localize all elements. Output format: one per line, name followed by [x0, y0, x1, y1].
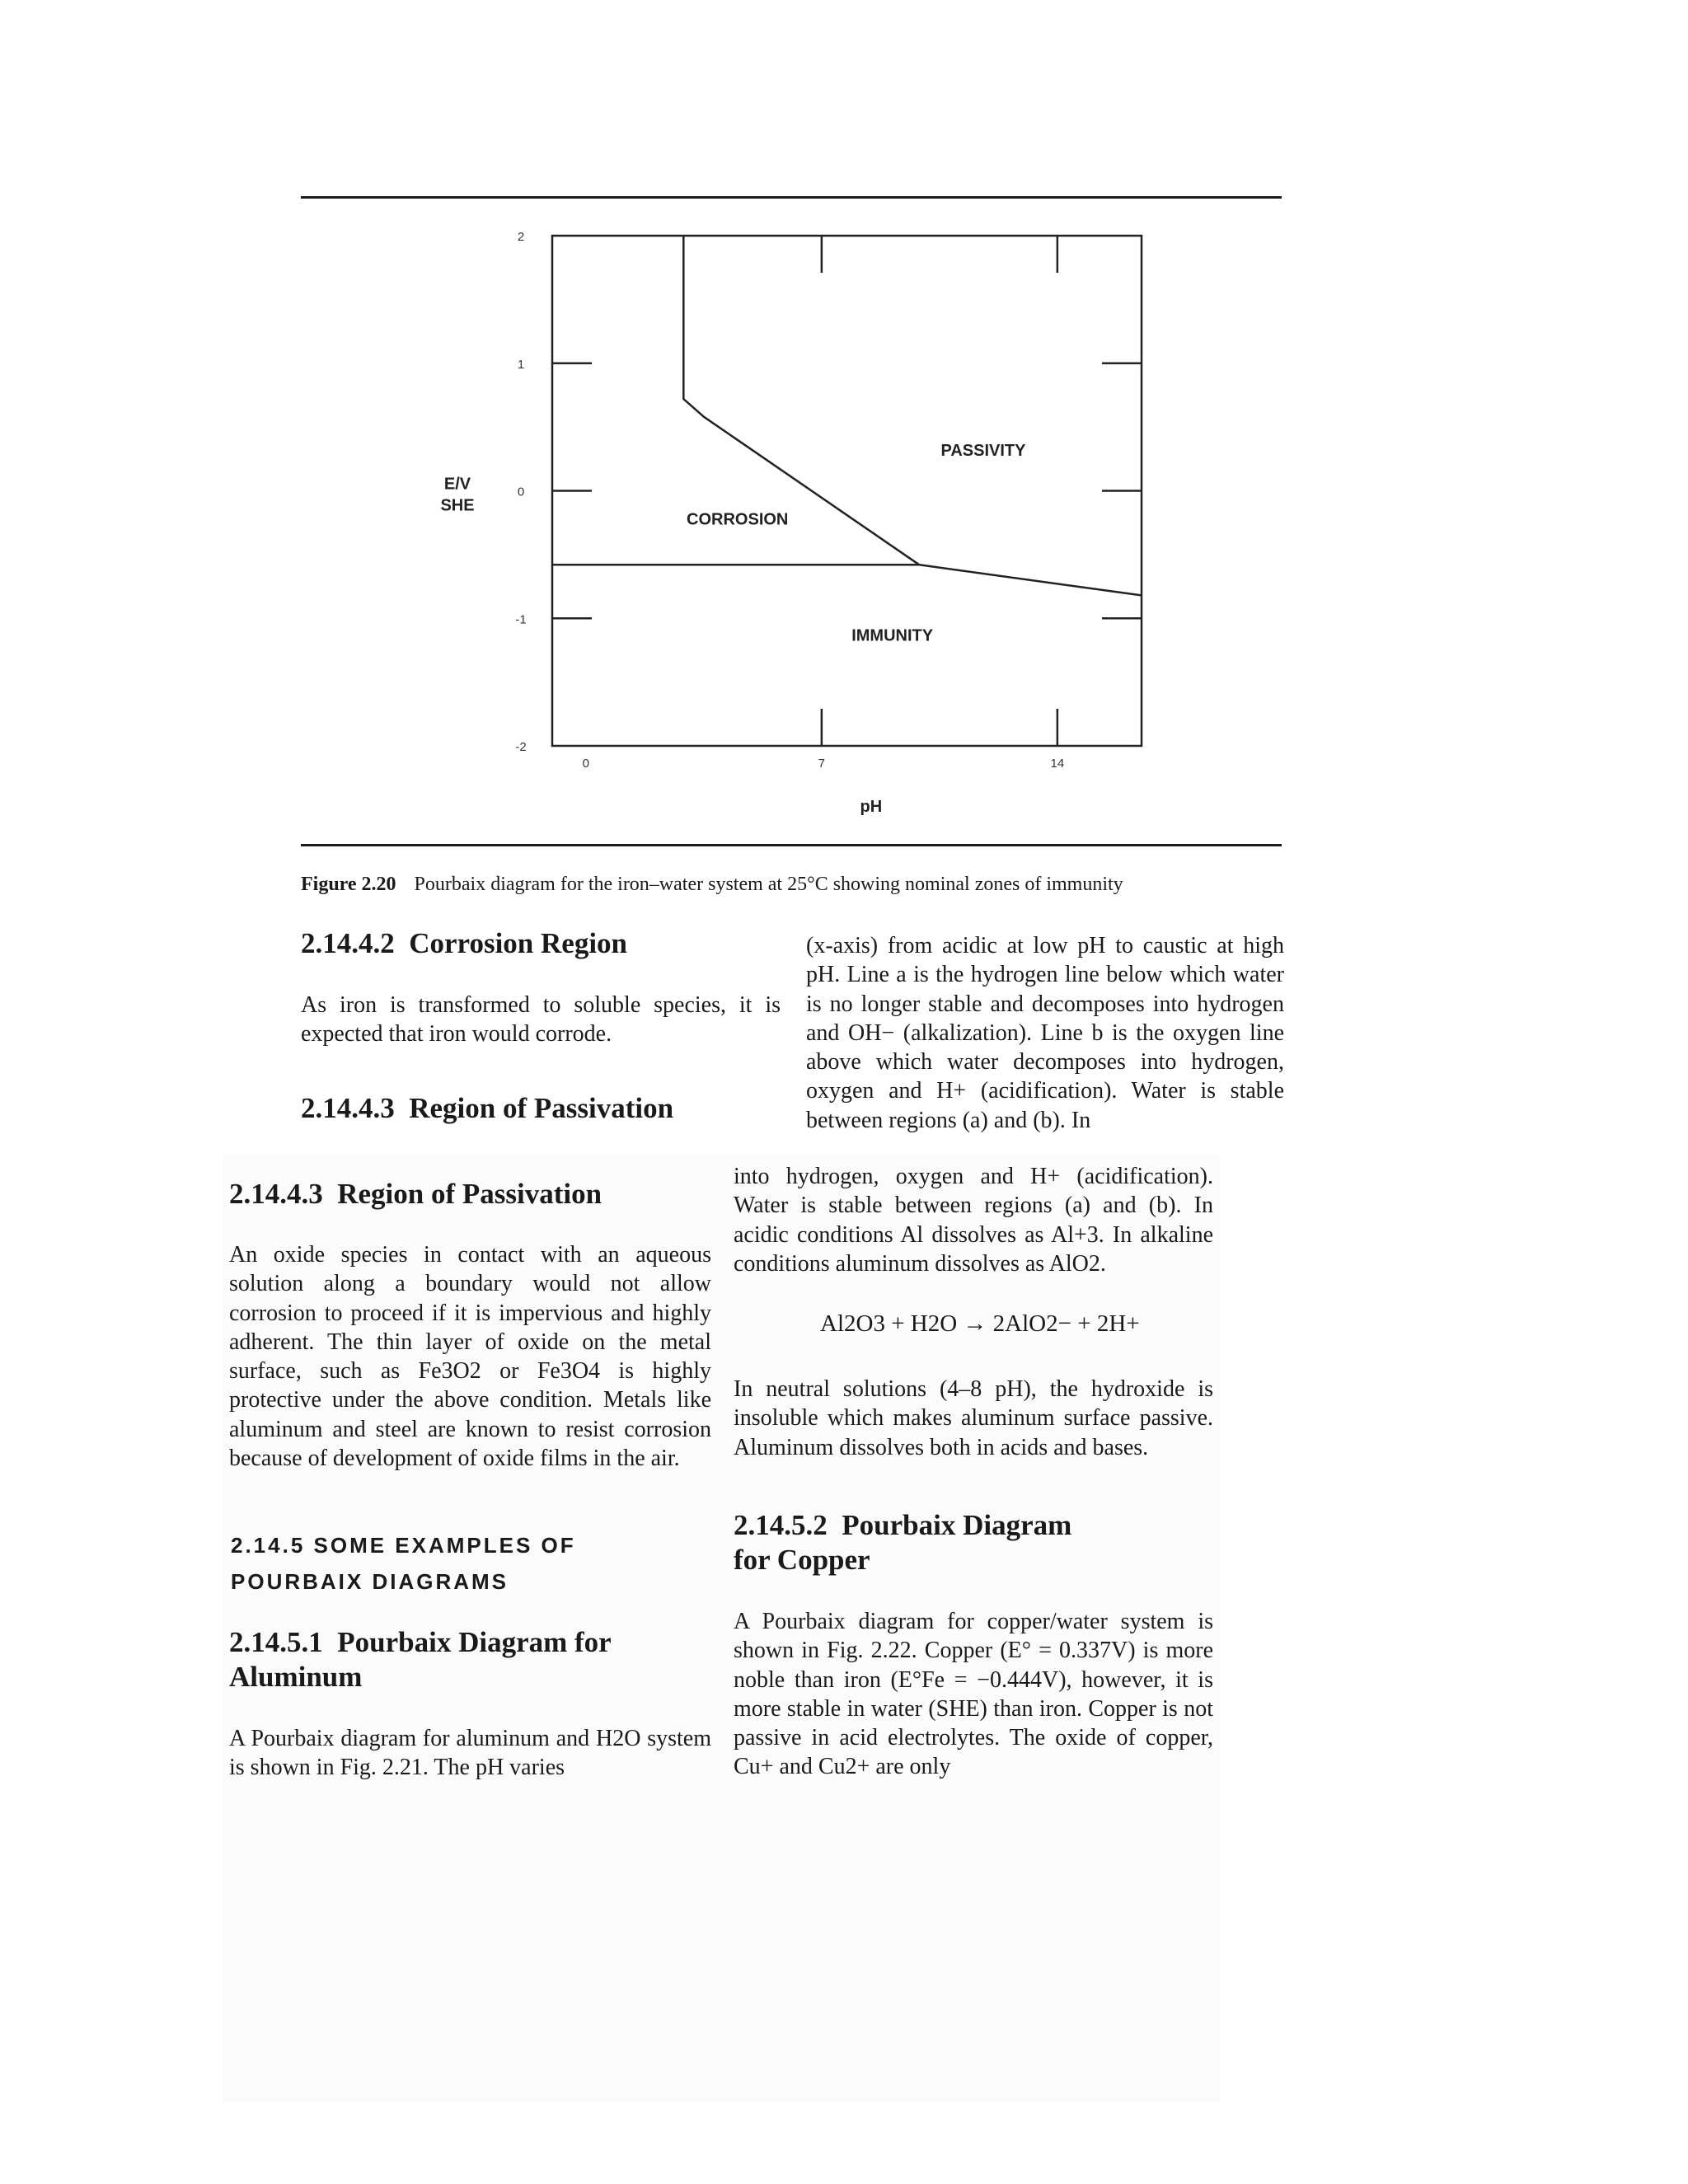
heading-region-of-passivation-top: 2.14.4.3 Region of Passivation: [301, 1092, 674, 1124]
figure-bottom-rule: [301, 844, 1282, 846]
heading-aluminum: [229, 1625, 612, 1694]
y-tick-label: 2: [517, 230, 525, 244]
x-tick-label: 7: [818, 757, 826, 771]
heading-some-examples: [231, 1527, 576, 1600]
figure-top-rule: [301, 196, 1282, 199]
boundary-line-3: [919, 565, 1142, 595]
examples-line-2: POURBAIX DIAGRAMS: [231, 1569, 509, 1594]
aluminum-heading-line-2: Aluminum: [229, 1661, 363, 1693]
y-tick-label: -1: [515, 612, 527, 627]
aluminum-body: A Pourbaix diagram for aluminum and H2O system is shown in Fig. 2.21. The pH varies: [229, 1726, 711, 1781]
y-axis-label-line-2: SHE: [440, 496, 475, 515]
passivation-body: An oxide species in contact with an aqueous solution along a boundary would not allow corrosion to proceed if it is impervious and highly adherent. The thin layer of oxide on the metal surface, such as Fe3O2 or Fe3O4 is highly protective under the above condition. Metals like aluminum and steel are known to resist corrosion because of development of oxide films in the air.: [229, 1242, 711, 1472]
figure-caption: [301, 874, 1123, 896]
top-right-column-text: [806, 931, 1284, 1136]
y-tick-label: -2: [515, 740, 527, 754]
copper-body: A Pourbaix diagram for copper/water system is shown in Fig. 2.22. Copper (E° = 0.337V) is more noble than iron (E°Fe = −0.444V), however, it is more stable in water (SHE) than iron. Copper is not passive in acid electrolytes. The oxide of copper, Cu+ and Cu2+ are only: [734, 1609, 1213, 1780]
y-axis-label-line-1: E/V: [443, 475, 471, 494]
aluminum-equation: Al2O3 + H2O → 2AlO2− + 2H+: [820, 1310, 1140, 1337]
heading-copper: [734, 1508, 1071, 1577]
corrosion-region-body: As iron is transformed to soluble species, it is expected that iron would corrode.: [301, 992, 781, 1047]
pourbaix-chart: [412, 210, 1170, 837]
x-tick-label: 14: [1050, 757, 1065, 771]
region-label-passivity: PASSIVITY: [940, 441, 1026, 460]
x-axis-label: pH: [860, 798, 883, 816]
region-label-corrosion: CORROSION: [687, 510, 789, 529]
figure-caption-text: Pourbaix diagram for the iron–water system at 25°C showing nominal zones of immunity: [414, 874, 1123, 895]
examples-line-1: 2.14.5 SOME EXAMPLES OF: [231, 1533, 576, 1558]
aluminum-heading-line-1: 2.14.5.1 Pourbaix Diagram for: [229, 1626, 612, 1658]
copper-heading-line-2: for Copper: [734, 1544, 870, 1576]
heading-corrosion-region: 2.14.4.2 Corrosion Region: [301, 927, 628, 959]
copper-heading-line-1: 2.14.5.2 Pourbaix Diagram: [734, 1509, 1072, 1541]
aluminum-continued-text: into hydrogen, oxygen and H+ (acidification). Water is stable between regions (a) and (b). In acidic conditions Al dissolves as Al+3. In alkaline conditions aluminum dissolves as AlO2.: [734, 1164, 1213, 1277]
region-label-immunity: IMMUNITY: [851, 626, 934, 645]
x-tick-label: 0: [582, 757, 590, 771]
heading-region-of-passivation: 2.14.4.3 Region of Passivation: [229, 1178, 603, 1210]
y-tick-label: 1: [517, 357, 525, 372]
y-tick-label: 0: [517, 485, 525, 499]
top-right-text: (x-axis) from acidic at low pH to caustic at high pH. Line a is the hydrogen line below which water is no longer stable and decomposes into hydrogen and OH− (alkalization). Line b is the oxygen line above which water decomposes into hydrogen, oxygen and H+ (acidification). Water is stable between regions (a) and (b). In: [806, 933, 1284, 1133]
plot-frame: [552, 236, 1142, 746]
figure-number: Figure 2.20: [301, 874, 396, 895]
neutral-solutions-text: In neutral solutions (4–8 pH), the hydroxide is insoluble which makes aluminum surface passive. Aluminum dissolves both in acids and bases.: [734, 1376, 1213, 1460]
